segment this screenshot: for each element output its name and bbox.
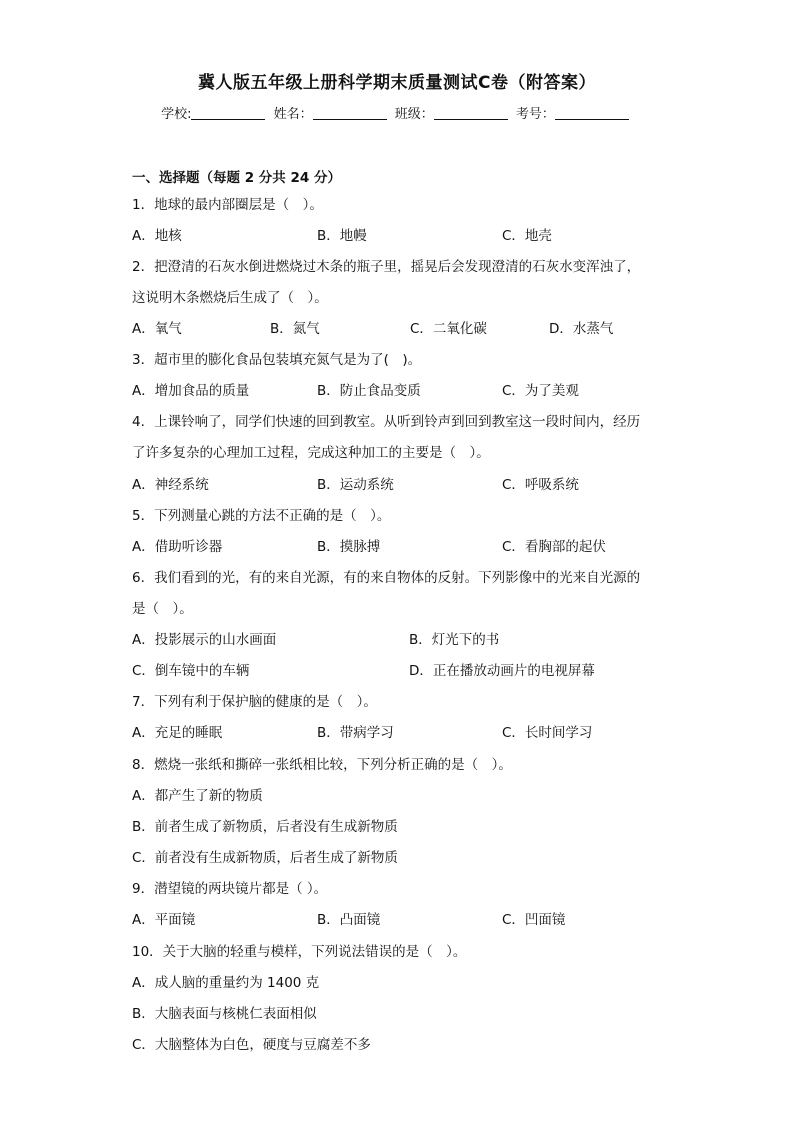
- question-stem: 3．超市里的膨化食品包装填充氮气是为了( )。: [132, 352, 422, 368]
- option: D．水蒸气: [549, 321, 614, 337]
- question-stem: 1．地球的最内部圈层是（ ）。: [132, 197, 323, 213]
- option: B．防止食品变质: [317, 383, 421, 399]
- option: C．长时间学习: [502, 725, 593, 741]
- question-stem: 9．潜望镜的两块镜片都是（ ）。: [132, 881, 328, 897]
- name-label: 姓名：: [273, 107, 313, 122]
- option: A．增加食品的质量: [132, 383, 250, 399]
- option: C．呼吸系统: [502, 477, 579, 493]
- question-stem: 7．下列有利于保护脑的健康的是（ ）。: [132, 694, 377, 710]
- student-info-line: [0, 103, 794, 122]
- question-stem: 8．燃烧一张纸和撕碎一张纸相比较，下列分析正确的是（ ）。: [132, 757, 512, 773]
- option: C．地壳: [502, 228, 552, 244]
- option: B．前者生成了新物质，后者没有生成新物质: [132, 819, 398, 835]
- exam-number-label: 考号：: [515, 107, 555, 122]
- option: B．地幔: [317, 228, 367, 244]
- question-stem: 5．下列测量心跳的方法不正确的是（ ）。: [132, 508, 391, 524]
- option: C．为了美观: [502, 383, 579, 399]
- option: B．灯光下的书: [409, 632, 500, 648]
- question-stem: 这说明木条燃烧后生成了（ ）。: [132, 290, 328, 306]
- option: B．带病学习: [317, 725, 394, 741]
- option: C．凹面镜: [502, 912, 566, 928]
- question-stem: 2．把澄清的石灰水倒进燃烧过木条的瓶子里，摇晃后会发现澄清的石灰水变浑浊了，: [132, 259, 641, 275]
- option: B．运动系统: [317, 477, 394, 493]
- option: B．摸脉搏: [317, 539, 381, 555]
- question-stem: 4．上课铃响了，同学们快速的回到教室。从听到铃声到回到教室这一段时间内，经历: [132, 414, 641, 430]
- class-label: 班级：: [394, 107, 434, 122]
- option: A．氧气: [132, 321, 182, 337]
- option: A．成人脑的重量约为 1400 克: [132, 975, 320, 991]
- question-stem: 10．关于大脑的轻重与模样，下列说法错误的是（ ）。: [132, 944, 467, 960]
- question-stem: 6．我们看到的光，有的来自光源，有的来自物体的反射。下列影像中的光来自光源的: [132, 570, 641, 586]
- school-blank: [191, 106, 265, 120]
- option: C．大脑整体为白色，硬度与豆腐差不多: [132, 1037, 371, 1053]
- class-blank: [434, 106, 508, 120]
- option: B．氮气: [270, 321, 320, 337]
- option: A．平面镜: [132, 912, 196, 928]
- option: C．二氧化碳: [410, 321, 487, 337]
- option: B．大脑表面与核桃仁表面相似: [132, 1006, 317, 1022]
- option: A．都产生了新的物质: [132, 788, 263, 804]
- option: A．借助听诊器: [132, 539, 223, 555]
- option: A．投影展示的山水画面: [132, 632, 277, 648]
- option: D．正在播放动画片的电视屏幕: [409, 663, 595, 679]
- option: A．地核: [132, 228, 182, 244]
- section-heading: 一、选择题（每题 2 分共 24 分）: [132, 170, 341, 186]
- question-stem: 是（ ）。: [132, 601, 193, 617]
- option: C．看胸部的起伏: [502, 539, 606, 555]
- question-stem: 了许多复杂的心理加工过程，完成这种加工的主要是（ ）。: [132, 445, 490, 461]
- exam-number-blank: [555, 106, 629, 120]
- option: A．神经系统: [132, 477, 209, 493]
- name-blank: [313, 106, 387, 120]
- option: C．倒车镜中的车辆: [132, 663, 250, 679]
- page-title: 冀人版五年级上册科学期末质量测试C卷（附答案）: [198, 73, 596, 93]
- school-label: 学校:: [161, 107, 192, 122]
- option: A．充足的睡眠: [132, 725, 223, 741]
- option: B．凸面镜: [317, 912, 381, 928]
- option: C．前者没有生成新物质，后者生成了新物质: [132, 850, 398, 866]
